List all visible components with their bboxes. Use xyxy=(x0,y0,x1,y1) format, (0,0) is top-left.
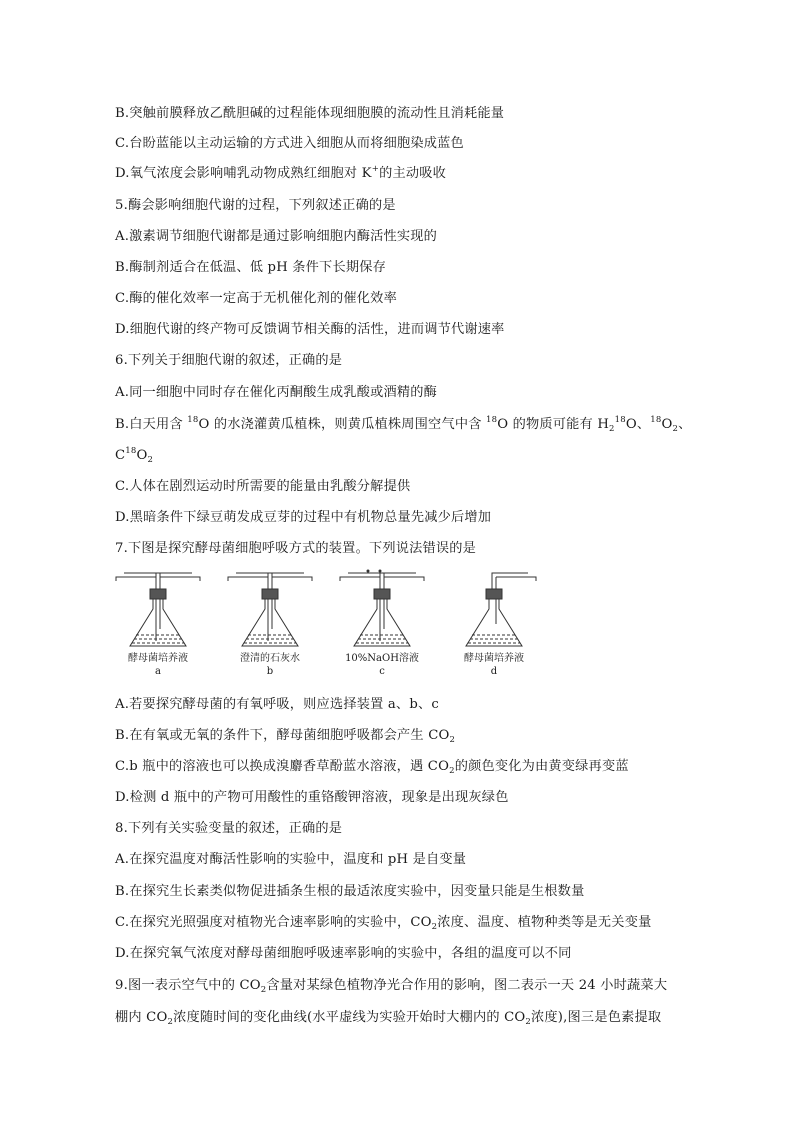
option-6b-continued: $C^{18}O_2$ xyxy=(115,446,154,465)
option-6a: A.同一细胞中同时存在催化丙酮酸生成乳酸或酒精的酶 xyxy=(115,385,438,400)
option-7d: D.检测 d 瓶中的产物可用酸性的重铬酸钾溶液，现象是出现灰绿色 xyxy=(115,790,509,805)
option-5c: C.酶的催化效率一定高于无机催化剂的催化效率 xyxy=(115,291,397,306)
option-8a: A.在探究温度对酶活性影响的实验中，温度和 pH 是自变量 xyxy=(115,852,467,867)
option-8c: C.在探究光照强度对植物光合速率影响的实验中，$CO_2$浓度、温度、植物种类等是无关变量 xyxy=(115,915,652,932)
option-6b: B.白天用含 $^{18}$O 的水浇灌黄瓜植株，则黄瓜植株周围空气中含 $^{18}$O 的物质可能有 $H_2^{18}O$、$^{18}O_2$、 xyxy=(115,415,692,434)
option-4d: D.氧气浓度会影响哺乳动物成熟红细胞对 K+的主动吸收 xyxy=(115,164,446,181)
option-4c: C.台盼蓝能以主动运输的方式进入细胞从而将细胞染成蓝色 xyxy=(115,136,464,151)
question-7: 7.下图是探究酵母菌细胞呼吸方式的装置。下列说法错误的是 xyxy=(115,541,477,556)
flask-b xyxy=(228,573,312,646)
flask-a-label: 酵母菌培养液 xyxy=(128,653,188,664)
option-7a: A.若要探究酵母菌的有氧呼吸，则应选择装置 a、b、c xyxy=(115,697,439,712)
option-5a: A.激素调节细胞代谢都是通过影响细胞内酶活性实现的 xyxy=(115,229,438,244)
flask-c-letter: c xyxy=(379,666,385,677)
flask-a-letter: a xyxy=(155,666,161,677)
question-6: 6.下列关于细胞代谢的叙述，正确的是 xyxy=(115,353,343,368)
flask-d-label: 酵母菌培养液 xyxy=(464,653,524,664)
option-7c: C.b 瓶中的溶液也可以换成溴麝香草酚蓝水溶液，遇 $CO_2$的颜色变化为由黄变绿再变蓝 xyxy=(115,759,629,776)
question-8: 8.下列有关实验变量的叙述，正确的是 xyxy=(115,821,343,836)
option-6d: D.黑暗条件下绿豆萌发成豆芽的过程中有机物总量先减少后增加 xyxy=(115,510,492,525)
flask-d-letter: d xyxy=(490,666,498,677)
flask-b-letter: b xyxy=(266,666,274,677)
question-9-continued: 棚内 $CO_2$浓度随时间的变化曲线(水平虚线为实验开始时大棚内的 $CO_2$浓度),图三是色素提取 xyxy=(115,1010,662,1027)
option-5d: D.细胞代谢的终产物可反馈调节相关酶的活性，进而调节代谢速率 xyxy=(115,322,505,337)
flask-a xyxy=(116,573,200,646)
question-5: 5.酶会影响细胞代谢的过程，下列叙述正确的是 xyxy=(115,198,396,213)
yeast-respiration-apparatus-figure xyxy=(112,569,552,681)
option-5b: B.酶制剂适合在低温、低 pH 条件下长期保存 xyxy=(115,260,386,275)
flask-b-label: 澄清的石灰水 xyxy=(240,653,300,664)
option-4b: B.突触前膜释放乙酰胆碱的过程能体现细胞膜的流动性且消耗能量 xyxy=(115,106,505,121)
option-8d: D.在探究氧气浓度对酵母菌细胞呼吸速率影响的实验中，各组的温度可以不同 xyxy=(115,946,572,961)
flask-c xyxy=(340,570,424,646)
option-6c: C.人体在剧烈运动时所需要的能量由乳酸分解提供 xyxy=(115,479,411,494)
flask-c-label: 10%NaOH溶液 xyxy=(345,653,419,664)
option-8b: B.在探究生长素类似物促进插条生根的最适浓度实验中，因变量只能是生根数量 xyxy=(115,884,585,899)
flask-d xyxy=(466,573,536,646)
question-9: 9.图一表示空气中的 $CO_2$含量对某绿色植物净光合作用的影响，图二表示一天 24 小时蔬菜大 xyxy=(115,978,668,995)
option-7b: B.在有氧或无氧的条件下，酵母菌细胞呼吸都会产生 $CO_2$ xyxy=(115,728,456,745)
